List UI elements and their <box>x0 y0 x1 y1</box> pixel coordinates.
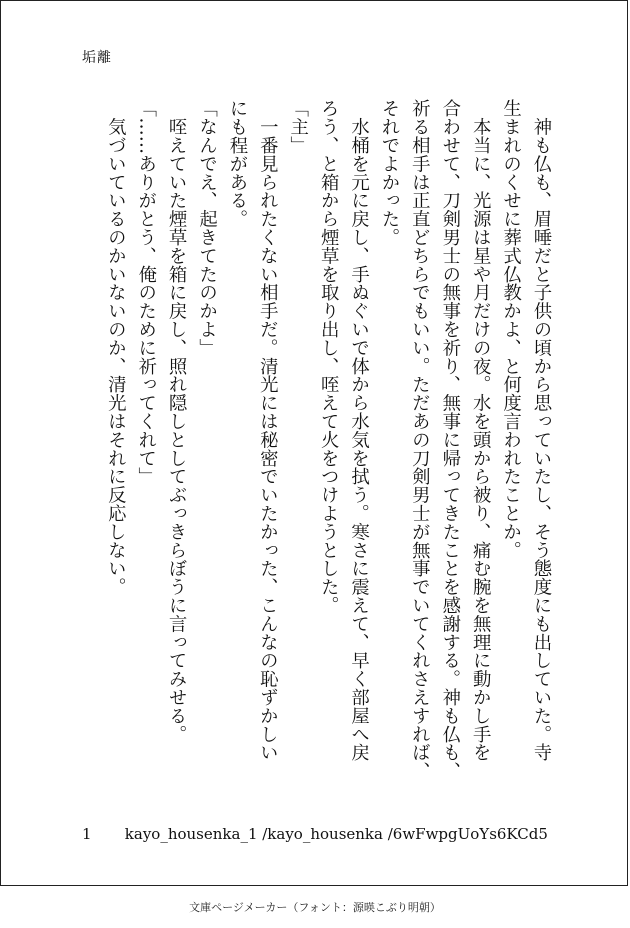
text-line: それでよかった。 <box>378 99 400 247</box>
source-id: kayo_housenka_1 /kayo_housenka /6wFwpgUoYs6KCd5 <box>124 825 548 843</box>
text-line: 「なんでえ、起きてたのかよ」 <box>196 99 218 357</box>
text-line: 生まれのくせに葬式仏教かよ、と何度言われたことか。 <box>500 99 522 559</box>
text-line: ろう、と箱から煙草を取り出し、咥えて火をつけようとした。 <box>318 99 340 615</box>
text-line: にも程がある。 <box>226 99 248 228</box>
text-line: 気づいているのかいないのか、清光はそれに反応しない。 <box>105 99 127 596</box>
page-title: 垢離 <box>82 50 112 66</box>
text-line: 水桶を元に戻し、手ぬぐいで体から水気を拭う。寒さに震えて、早く部屋へ戻 <box>348 99 370 762</box>
text-line: 「……ありがとう、俺のために祈ってくれて」 <box>135 99 157 486</box>
text-line: 本当に、光源は星や月だけの夜。水を頭から被り、痛む腕を無理に動かし手を <box>470 99 492 762</box>
text-line: 一番見られたくない相手だ。清光には秘密でいたかった、こんなの恥ずかしい <box>257 99 279 762</box>
text-line: 咥えていた煙草を箱に戻し、照れ隠しとしてぶっきらぼうに言ってみせる。 <box>166 99 188 743</box>
text-line: 祈る相手は正直どちらでもいい。ただあの刀剣男士が無事でいてくれさえすれば、 <box>409 99 431 780</box>
text-line: 合わせて、刀剣男士の無事を祈り、無事に帰ってきたことを感謝する。神も仏も、 <box>439 99 461 780</box>
credit-line: 文庫ページメーカー（フォント：源暎こぶり明朝） <box>189 901 441 914</box>
text-line: 神も仏も、眉唾だと子供の頃から思っていたし、そう態度にも出していた。寺 <box>531 99 552 762</box>
page-footer <box>82 825 548 843</box>
text-line: 「主」 <box>287 99 309 155</box>
page-number: 1 <box>82 825 92 843</box>
body-text <box>61 99 556 789</box>
